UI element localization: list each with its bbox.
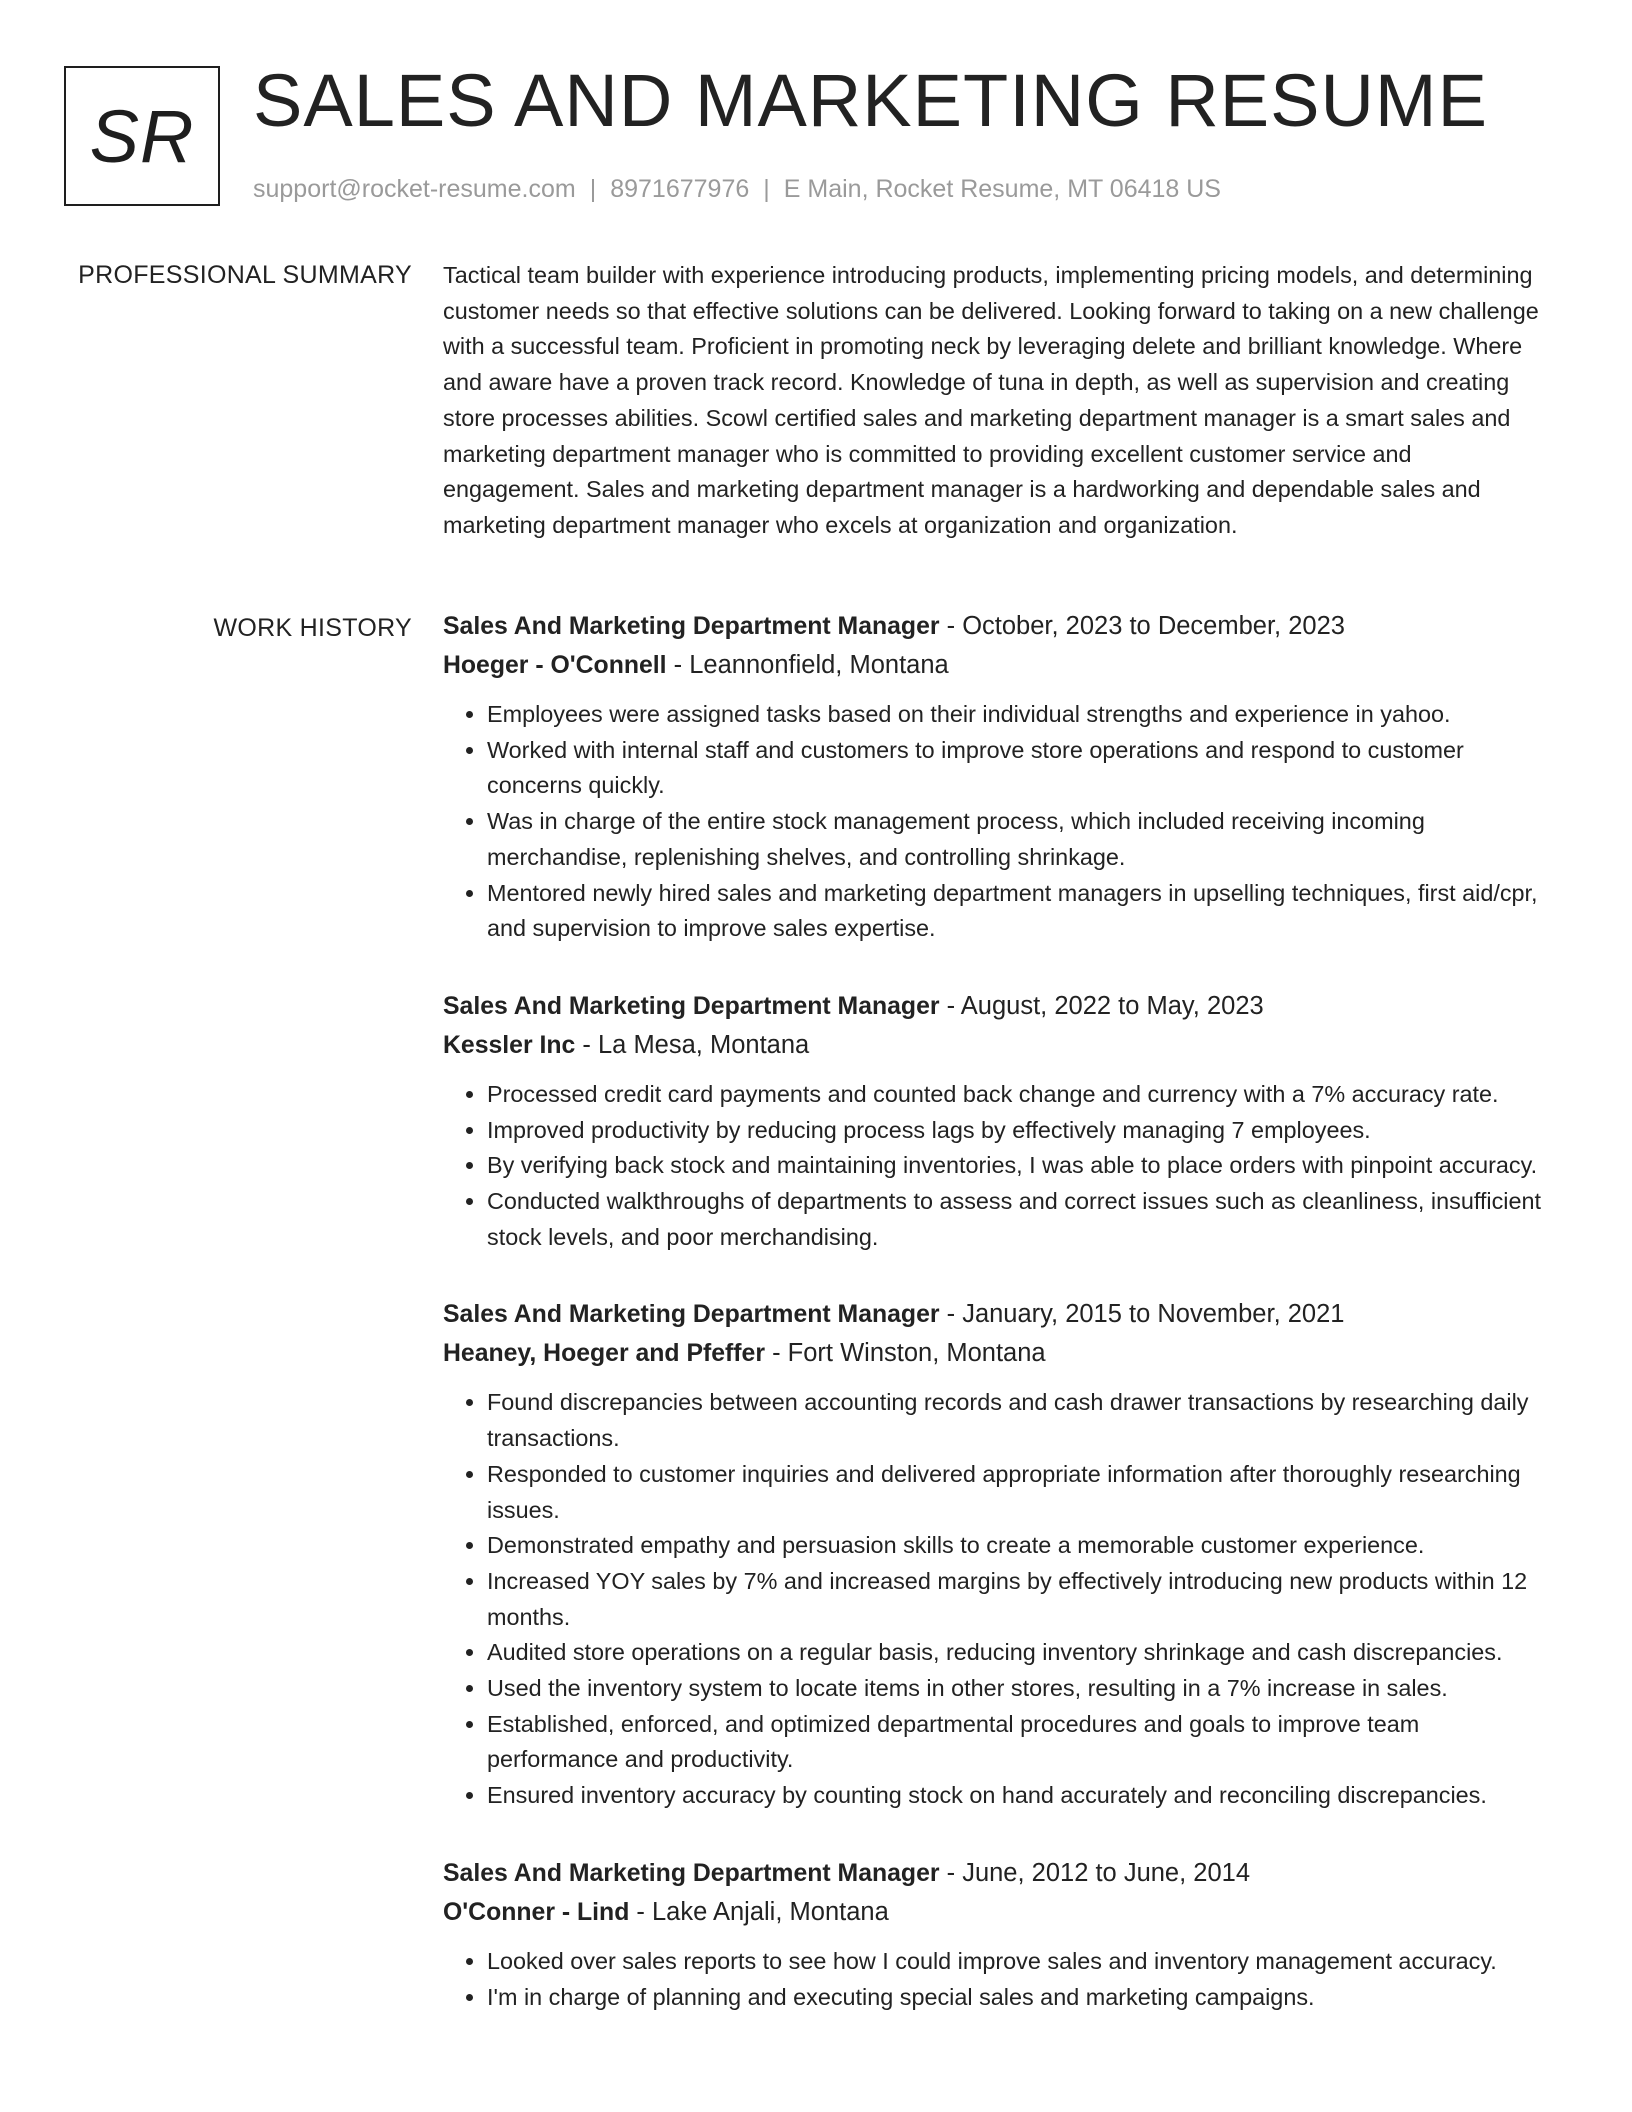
job-entry [443,987,1553,1256]
job-bullet: • By verifying back stock and maintaining inventories, I was able to place orders with pinpoint accuracy. [487,1148,1553,1184]
job-company-line [443,1026,1553,1065]
job-title-line [443,1295,1553,1334]
monogram-logo [64,66,220,206]
job-company: Heaney, Hoeger and Pfeffer [443,1340,765,1368]
contact-line [253,172,1221,206]
job-dates: - June, 2012 to June, 2014 [939,1858,1251,1887]
contact-separator: | [763,175,770,203]
job-bullet: • Employees were assigned tasks based on their individual strengths and experience in yahoo. [487,697,1553,733]
job-title: Sales And Marketing Department Manager [443,1859,940,1887]
job-title: Sales And Marketing Department Manager [443,1301,940,1329]
job-bullet: • Established, enforced, and optimized departmental procedures and goals to improve team performance and productivity. [487,1707,1553,1778]
contact-address: E Main, Rocket Resume, MT 06418 US [783,175,1221,203]
job-bullet: • Mentored newly hired sales and marketing department managers in upselling techniques, first aid/cpr, and supervision to improve sales expertise. [487,876,1553,947]
job-bullet: • Looked over sales reports to see how I could improve sales and inventory management accuracy. [487,1944,1553,1980]
job-dates: - January, 2015 to November, 2021 [939,1300,1345,1329]
summary-body [443,258,1553,544]
job-title: Sales And Marketing Department Manager [443,992,940,1020]
job-bullet: • Was in charge of the entire stock management process, which included receiving incoming merchandise, replenishing shelves, and controlling shrinkage. [487,804,1553,875]
job-company-line [443,1334,1553,1373]
job-title: Sales And Marketing Department Manager [443,613,940,640]
summary-text: Tactical team builder with experience introducing products, implementing pricing models, and determining customer needs so that effective solutions can be delivered. Looking forward to taking on a new challenge with a successful team. Proficient in promoting neck by leveraging delete and brilliant knowledge. Where and aware have a proven track record. Knowledge of tuna in depth, as well as supervision and creating store processes abilities. Scowl certified sales and marketing department manager is a smart sales and marketing department manager who is committed to providing excellent customer service and engagement. Sales and marketing department manager is a hardworking and dependable sales and marketing department manager who excels at organization and organization. [443,262,1539,538]
job-title-line [443,1854,1553,1893]
job-bullets [443,1385,1553,1813]
contact-email[interactable]: support@rocket-resume.com [253,175,576,203]
job-company-line [443,646,1553,685]
job-company: Hoeger - O'Connell [443,652,667,679]
job-bullet: • Improved productivity by reducing process lags by effectively managing 7 employees. [487,1113,1553,1149]
contact-phone[interactable]: 8971677976 [610,175,750,203]
job-entry [443,1854,1553,2015]
job-bullets [443,1944,1553,2015]
job-bullet: • Audited store operations on a regular basis, reducing inventory shrinkage and cash discrepancies. [487,1635,1553,1671]
job-bullet: • Responded to customer inquiries and delivered appropriate information after thoroughly researching issues. [487,1457,1553,1528]
contact-separator: | [589,175,597,203]
job-location: - La Mesa, Montana [575,1030,810,1059]
job-title-line [443,607,1553,646]
job-dates: - October, 2023 to December, 2023 [939,612,1345,640]
job-location: - Leannonfield, Montana [666,651,949,679]
job-bullet: • Conducted walkthroughs of departments to assess and correct issues such as cleanliness, insufficient stock levels, and poor merchandising. [487,1184,1553,1255]
job-bullet: • Processed credit card payments and counted back change and currency with a 7% accuracy rate. [487,1077,1553,1113]
job-bullet: • Found discrepancies between accounting records and cash drawer transactions by researching daily transactions. [487,1385,1553,1456]
job-location: - Lake Anjali, Montana [629,1897,889,1926]
job-bullets [443,697,1553,947]
job-entry [443,607,1553,947]
job-company: Kessler Inc [443,1031,576,1059]
job-bullet: • I'm in charge of planning and executing special sales and marketing campaigns. [487,1980,1553,2016]
job-company-line [443,1893,1553,1932]
job-bullet: • Ensured inventory accuracy by counting stock on hand accurately and reconciling discrepancies. [487,1778,1553,1814]
resume-title: SALES AND MARKETING RESUME [253,59,1488,142]
job-location: - Fort Winston, Montana [765,1339,1046,1368]
section-label-summary: PROFESSIONAL SUMMARY [78,261,412,289]
job-bullet: • Demonstrated empathy and persuasion skills to create a memorable customer experience. [487,1528,1553,1564]
job-bullet: • Worked with internal staff and customers to improve store operations and respond to customer concerns quickly. [487,733,1553,804]
job-entry [443,1295,1553,1813]
monogram-text: SR [89,94,195,178]
job-company: O'Conner - Lind [443,1898,630,1926]
job-bullet: • Increased YOY sales by 7% and increased margins by effectively introducing new products within 12 months. [487,1564,1553,1635]
section-label-work: WORK HISTORY [213,614,412,642]
job-bullets [443,1077,1553,1256]
work-history-body [443,607,1553,2055]
job-title-line [443,987,1553,1026]
job-bullet: • Used the inventory system to locate items in other stores, resulting in a 7% increase in sales. [487,1671,1553,1707]
job-dates: - August, 2022 to May, 2023 [939,991,1264,1020]
